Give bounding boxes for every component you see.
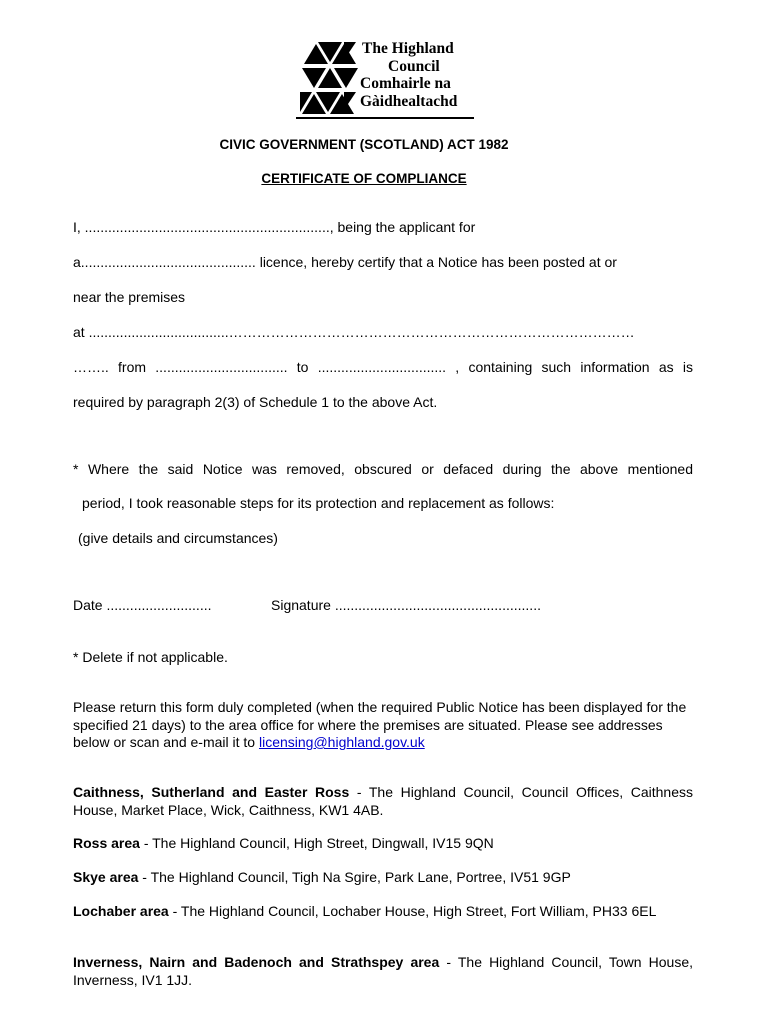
act-title: CIVIC GOVERNMENT (SCOTLAND) ACT 1982 [219,137,509,152]
council-emblem-icon [296,40,362,116]
logo-text-line-3: Comhairle na [360,75,451,92]
address-skye [73,869,693,887]
address-ross [73,835,693,853]
address-lochaber [73,903,693,921]
highland-council-logo [296,40,476,120]
certificate-title [0,171,728,186]
area-address: - The Highland Council, Town House, Inverness, IV1 1JJ. [73,954,693,988]
area-address: - The Highland Council, Council Offices, Caithness House, Market Place, Wick, Caithness, KW1 4AB. [73,784,694,818]
licence-line: a............................................. licence, hereby certify that a Notice has been posted at or [73,254,617,270]
email-link[interactable]: licensing@highland.gov.uk [258,734,425,750]
area-name: Caithness, Sutherland and Easter Ross [73,784,350,800]
delete-note: * Delete if not applicable. [73,649,228,665]
address-inverness [73,954,693,989]
logo-underline [296,117,474,119]
signature-field: Signature ..................................................... [271,597,541,613]
address-line: at ....................................…………………………………………………………………………… [73,324,635,340]
logo-text-line-2: Council [388,57,440,75]
applicant-line: I, ..............................................................., being the applicant for [73,219,476,235]
notice-steps-line: period, I took reasonable steps for its protection and replacement as follows: [82,495,555,511]
details-line: (give details and circumstances) [78,530,278,546]
address-caithness [73,784,693,819]
notice-removed-line: * Where the said Notice was removed, obscured or defaced during the above mentioned [73,461,693,477]
area-name: Ross area [73,835,140,851]
area-name: Inverness, Nairn and Badenoch and Strathspey area [73,954,440,970]
area-address: - The Highland Council, Lochaber House, High Street, Fort William, PH33 6EL [168,903,657,919]
logo-text-line-4: Gàidhealtachd [360,92,458,110]
return-text: Please return this form duly completed (when the required Public Notice has been displayed for the specified 21 days) to the area office for where the premises are situated. Please see addresses below or scan and e-mail it to [73,699,687,750]
premises-line: near the premises [73,289,186,305]
area-name: Lochaber area [73,903,169,919]
area-address: - The Highland Council, Tigh Na Sgire, Park Lane, Portree, IV51 9GP [138,869,571,885]
logo-text-line-1: The Highland [362,40,454,57]
area-address: - The Highland Council, High Street, Dingwall, IV15 9QN [139,835,494,851]
date-field: Date ........................... [73,597,212,613]
return-instructions [73,699,693,752]
requirement-line: required by paragraph 2(3) of Schedule 1 to the above Act. [73,394,438,410]
area-name: Skye area [73,869,139,885]
certificate-title-text: CERTIFICATE OF COMPLIANCE [261,171,467,186]
dates-line: …….. from .................................. to ................................. , containing such information as is [73,359,693,375]
